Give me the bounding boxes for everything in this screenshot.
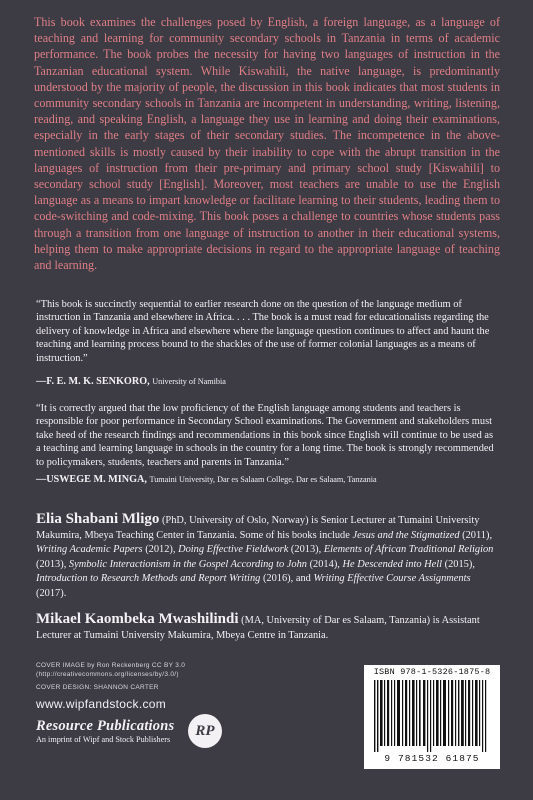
author-name: Elia Shabani Mligo <box>36 511 160 527</box>
author-name: Mikael Kaombeka Mwashilindi <box>36 611 239 627</box>
cover-design-credit: COVER DESIGN: SHANNON CARTER <box>36 684 159 691</box>
publisher-website: www.wipfandstock.com <box>36 697 167 711</box>
endorser-affiliation: Tumaini University, Dar es Salaam College, Dar es Salaam, Tanzania <box>149 475 377 484</box>
publisher-subtitle: An imprint of Wipf and Stock Publishers <box>36 735 171 744</box>
cover-image-credit: COVER IMAGE by Ron Reckenberg CC BY 3.0 (http://creativecommons.org/licenses/by/3.0/) <box>36 662 186 678</box>
book-title: Doing Effective Fieldwork <box>178 544 289 556</box>
endorsement-attribution-2 <box>36 474 377 485</box>
book-title: Elements of African Traditional Religion <box>323 544 494 556</box>
isbn-number: ISBN 978-1-5326-1875-8 <box>373 667 491 677</box>
endorsement-attribution-1 <box>36 376 226 387</box>
publisher-imprint <box>36 718 174 744</box>
barcode-digits: 9 781532 61875 <box>384 753 480 764</box>
author-bio-2: Mikael Kaombeka Mwashilindi (MA, University of Dar es Salaam, Tanzania) is Assistant Lecturer at Tumaini University Makumira, Mbeya Centre in Tanzania. <box>36 611 480 641</box>
endorser-name: —F. E. M. K. SENKORO, <box>36 376 150 387</box>
book-title: Symbolic Interactionism in the Gospel According to John <box>68 558 307 570</box>
book-title: He Descended into Hell <box>342 558 443 570</box>
book-title: Introduction to Research Methods and Report Writing <box>36 573 261 585</box>
endorsement-quote-1: “This book is succinctly sequential to earlier research done on the question of the language medium of instruction in Tanzania and elsewhere in Africa. . . . The book is a must read for educationalists regarding the delivery of knowledge in Africa and elsewhere where the language question continues to affect and haunt the teaching and learning process bound to the shackles of the use of former colonial languages as a means of instruction.” <box>36 299 490 364</box>
endorsement-quote-2: “It is correctly argued that the low proficiency of the English language among students and teachers is responsible for poor performance in Secondary School examinations. The Government and stakeholders must take heed of the research findings and recommendations in this book since English will continue to be used as a teaching and learning language in schools in the country for a long time. The book is strongly recommended to policymakers, students, teachers and parents in Tanzania.” <box>36 403 494 468</box>
author-bio-1: Elia Shabani Mligo (PhD, University of Oslo, Norway) is Senior Lecturer at Tumaini University Makumira, Mbeya Teaching Center in Tanzania. Some of his books include Jesus and the Stigmatized (2011), Writing Academic Papers (2012), Doing Effective Fieldwork (2013), Elements of African Traditional Religion (2013), Symbolic Interactionism in the Gospel According to John (2014), He Descended into Hell (2015), Introduction to Research Methods and Report Writing (2016), and Writing Effective Course Assignments (2017). <box>36 511 494 599</box>
endorser-affiliation: University of Namibia <box>152 377 226 386</box>
book-title: Writing Academic Papers <box>36 544 143 556</box>
endorser-name: —USWEGE M. MINGA, <box>36 474 147 485</box>
barcode-icon <box>370 680 494 752</box>
publisher-name: Resource Publications <box>36 718 175 734</box>
book-title: Jesus and the Stigmatized <box>352 529 460 541</box>
book-description: This book examines the challenges posed by English, a foreign language, as a language of teaching and learning for community secondary schools in Tanzania in terms of academic performance. The book probes the necessity for having two languages of instruction in the Tanzanian educational system. While Kiswahili, the native language, is predominantly understood by the majority of people, the discussion in this book indicates that most students in community secondary schools in Tanzania are incompetent in understanding, writing, listening, reading, and speaking English, a language they use in learning and doing their examinations, especially in the early stages of their secondary studies. The incompetence in the above-mentioned skills is mostly caused by their inability to cope with the abrupt transition in the languages of instruction from their pre-primary and primary school study [Kiswahili] to secondary school study [English]. Moreover, most teachers are unable to use the English language as a means to impart knowledge or facilitate learning to their students, leading them to code-switching and code-mixing. This book poses a challenge to countries whose students pass through a transition from one language of instruction to another in their educational systems, helping them to make appropriate decisions in regard to the appropriate language of teaching and learning. <box>34 15 500 273</box>
book-title: Writing Effective Course Assignments <box>313 573 471 585</box>
publisher-logo: RP <box>188 714 222 748</box>
isbn-barcode <box>364 665 500 769</box>
